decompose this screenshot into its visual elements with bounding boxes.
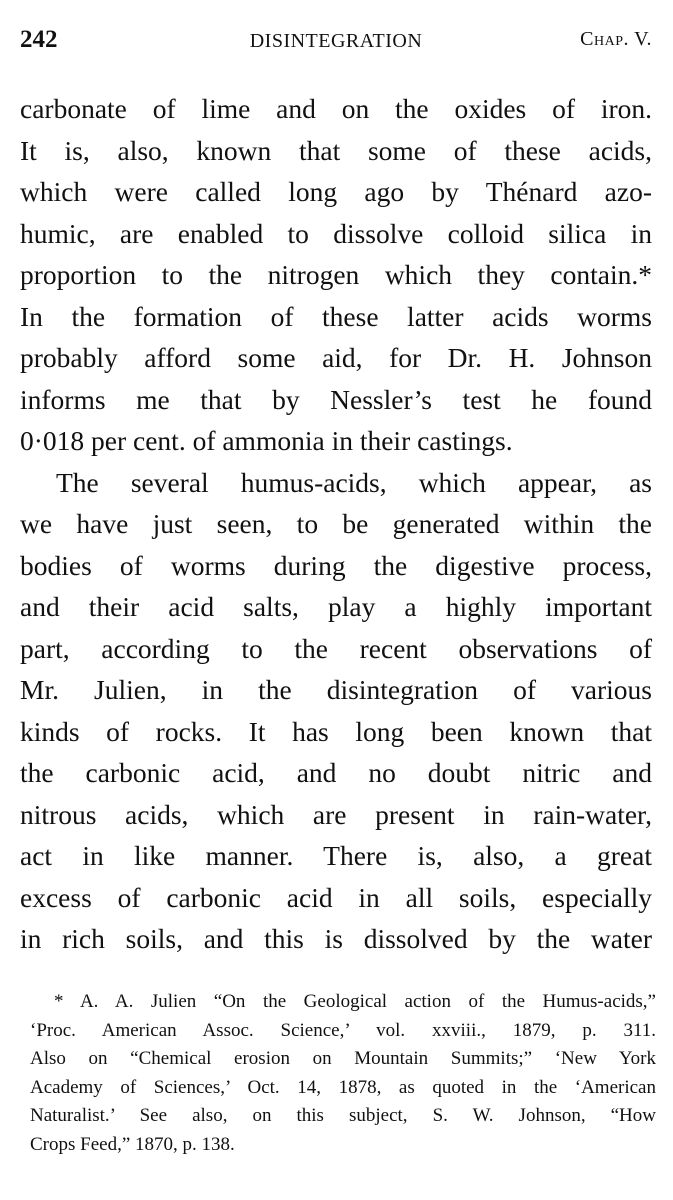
text-line: in rich soils, and this is dissolved by the water [20,923,652,954]
text-line: excess of carbonic acid in all soils, especially [20,881,652,913]
text-line: nitrous acids, which are present in rain-water, [20,798,652,830]
text-line: carbonate of lime and on the oxides of iron. [20,93,652,124]
text-line: bodies of worms during the digestive process, [20,549,652,581]
running-title: DISINTEGRATION [249,30,423,52]
text-line: which were called long ago by Thénard azo- [20,176,652,207]
text-line: part, according to the recent observations of [20,632,652,664]
text-line: kinds of rocks. It has long been known that [20,715,652,747]
text-line: It is, also, known that some of these acids, [20,134,652,166]
chapter-label: Chap. V. [580,28,652,50]
text-line: the carbonic acid, and no doubt nitric and [20,757,652,788]
page-header [20,26,652,60]
footnote-line: Crops Feed,” 1870, p. 138. [30,1133,235,1155]
text-line: we have just seen, to be generated within the [20,508,652,539]
footnote-line: Academy of Sciences,’ Oct. 14, 1878, as quoted in the ‘American [30,1076,656,1098]
body-text [20,88,652,960]
footnote-line: Also on “Chemical erosion on Mountain Summits;” ‘New York [30,1048,656,1069]
text-line: and their acid salts, play a highly important [20,591,652,622]
footnote [30,988,656,1159]
text-line: act in like manner. There is, also, a great [20,840,652,871]
text-line: probably afford some aid, for Dr. H. Johnson [20,342,652,373]
text-line: humic, are enabled to dissolve colloid silica in [20,217,652,249]
text-line: The several humus-acids, which appear, as [56,466,652,498]
page-number: 242 [20,26,58,53]
text-line: informs me that by Nessler’s test he found [20,383,652,415]
text-line: 0·018 per cent. of ammonia in their castings. [20,425,513,456]
footnote-line: * A. A. Julien “On the Geological action of the Humus-acids,” [54,991,656,1012]
text-line: proportion to the nitrogen which they contain.* [20,259,652,290]
text-line: Mr. Julien, in the disintegration of various [20,674,652,705]
footnote-line: Naturalist.’ See also, on this subject, S. W. Johnson, “How [30,1105,656,1126]
footnote-line: ‘Proc. American Assoc. Science,’ vol. xxviii., 1879, p. 311. [30,1019,656,1041]
text-line: In the formation of these latter acids worms [20,300,652,332]
